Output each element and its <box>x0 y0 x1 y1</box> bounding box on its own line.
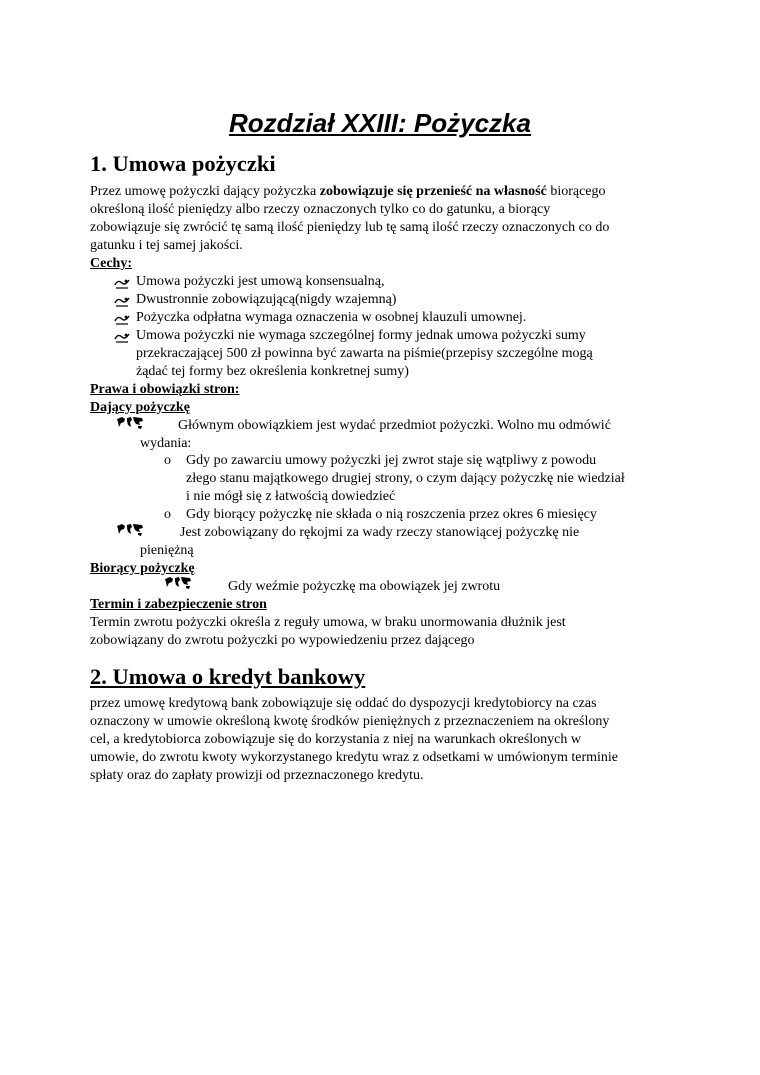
cechy-item-4: Umowa pożyczki nie wymaga szczególnej formy jednak umowa pożyczki sumy <box>136 328 586 343</box>
cechy-item-4-cont-2: żądać tej formy bez określenia konkretnej sumy) <box>136 364 409 379</box>
dajacy-sub-1-line-3: i nie mógł się z łatwością dowiedzieć <box>186 489 396 504</box>
sub-bullet-marker: o <box>164 453 171 468</box>
biorcy-text: Gdy weźmie pożyczkę ma obowiązek jej zwrotu <box>228 579 501 594</box>
kredyt-line-5: spłaty oraz do zapłaty prowizji od przeznaczonego kredytu. <box>90 768 424 783</box>
termin-line-2: zobowiązany do zwrotu pożyczki po wypowiedzeniu przez dającego <box>90 633 475 648</box>
section-1-heading: 1. Umowa pożyczki <box>90 151 276 176</box>
termin-line-1: Termin zwrotu pożyczki określa z reguły umowa, w braku unormowania dłużnik jest <box>90 615 566 630</box>
dajacy-label: Dający pożyczkę <box>90 400 190 415</box>
dajacy-point-2: Jest zobowiązany do rękojmi za wady rzeczy stanowiącej pożyczkę nie <box>180 525 580 540</box>
sub-bullet-marker: o <box>164 507 171 522</box>
intro-bold-text: zobowiązuje się przenieść na własność <box>319 184 547 199</box>
world-map-icon <box>164 576 192 590</box>
dajacy-point-1-cont: wydania: <box>140 436 192 451</box>
cechy-item-2: Dwustronnie zobowiązującą(nigdy wzajemną) <box>136 292 397 307</box>
dajacy-sub-1-line-2: złego stanu majątkowego drugiej strony, o czym dający pożyczkę nie wiedział <box>186 471 625 486</box>
intro-line-3: zobowiązuje się zwrócić tę samą ilość pieniędzy lub tę samą ilość rzeczy oznaczonych co do <box>90 220 610 235</box>
world-map-icon <box>116 523 144 537</box>
dajacy-sub-1-line-1: Gdy po zawarciu umowy pożyczki jej zwrot staje się wątpliwy z powodu <box>186 453 597 468</box>
kredyt-line-3: cel, a kredytobiorca zobowiązuje się do korzystania z niej na warunkach określonych w <box>90 732 581 747</box>
kredyt-line-4: umowie, do zwrotu kwoty wykorzystanego kredytu wraz z odsetkami w umówionym terminie <box>90 750 618 765</box>
dajacy-sub-2: Gdy biorący pożyczkę nie składa o nią roszczenia przez okres 6 miesięcy <box>186 507 597 522</box>
cechy-bullet-icon <box>113 276 131 290</box>
cechy-item-1: Umowa pożyczki jest umową konsensualną, <box>136 274 385 289</box>
chapter-title: Rozdział XXIII: Pożyczka <box>229 108 531 138</box>
dajacy-point-2-cont: pieniężną <box>140 543 194 558</box>
section-2-heading: 2. Umowa o kredyt bankowy <box>90 664 366 689</box>
intro-line-1 <box>90 183 606 201</box>
prawa-label: Prawa i obowiązki stron: <box>90 382 240 397</box>
kredyt-line-2: oznaczony w umowie określoną kwotę środków pieniężnych z przeznaczeniem na określony <box>90 714 610 729</box>
intro-text-c: biorącego <box>546 184 606 199</box>
termin-label: Termin i zabezpieczenie stron <box>90 597 267 612</box>
intro-text-a: Przez umowę pożyczki dający pożyczka <box>90 184 320 199</box>
biorcy-label: Biorący pożyczkę <box>90 561 195 576</box>
intro-line-4: gatunku i tej samej jakości. <box>90 238 243 253</box>
cechy-bullet-icon <box>113 312 131 326</box>
cechy-bullet-icon <box>113 294 131 308</box>
kredyt-line-1: przez umowę kredytową bank zobowiązuje się oddać do dyspozycji kredytobiorcy na czas <box>90 696 597 711</box>
dajacy-point-1: Głównym obowiązkiem jest wydać przedmiot pożyczki. Wolno mu odmówić <box>178 418 611 433</box>
cechy-item-3: Pożyczka odpłatna wymaga oznaczenia w osobnej klauzuli umownej. <box>136 310 527 325</box>
world-map-icon <box>116 416 144 430</box>
cechy-bullet-icon <box>113 330 131 344</box>
cechy-label: Cechy: <box>90 256 132 271</box>
cechy-item-4-cont-1: przekraczającej 500 zł powinna być zawarta na piśmie(przepisy szczególne mogą <box>136 346 593 361</box>
intro-line-2: określoną ilość pieniędzy albo rzeczy oznaczonych tylko co do gatunku, a biorący <box>90 202 551 217</box>
